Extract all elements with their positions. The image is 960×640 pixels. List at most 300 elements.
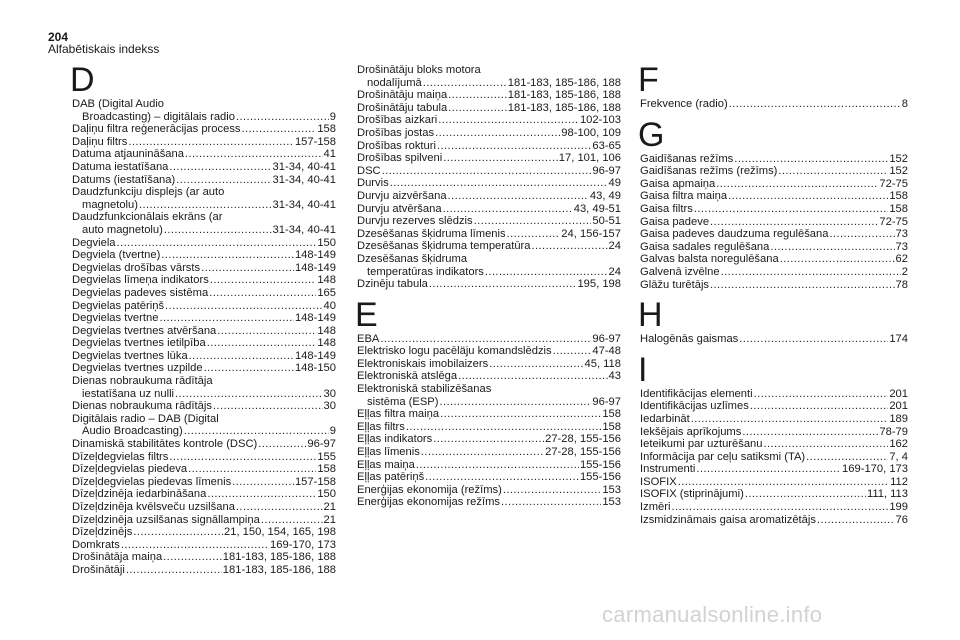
- entry-label: Degvielas drošības vārsts: [72, 261, 201, 274]
- dot-leader: [204, 362, 294, 375]
- index-entry: [72, 287, 336, 300]
- entry-label: Gaisa filtrs: [640, 202, 693, 215]
- index-entry: [357, 165, 621, 178]
- index-section: [638, 350, 908, 527]
- index-entry: [72, 476, 336, 489]
- entry-pages: 27-28, 155-156: [545, 433, 621, 446]
- entry-label: Dīzeļdzinējs: [72, 526, 133, 539]
- entry-label: Dzesēšanas šķidruma: [357, 252, 468, 265]
- dot-leader: [485, 266, 608, 279]
- entry-label: Galvas balsta noregulēšana: [640, 253, 779, 266]
- index-entry: [72, 463, 336, 476]
- index-entry: [72, 375, 336, 388]
- index-entry: [357, 215, 621, 228]
- entry-label: Dīzeļdzinēja uzsilšanas signāllampiņa: [72, 513, 260, 526]
- entry-pages: 111, 113: [866, 488, 908, 501]
- entry-pages: 181-183, 185-186, 188: [507, 89, 621, 102]
- entry-label: Gaidīšanas režīms: [640, 152, 734, 165]
- entry-label: iestatīšana uz nulli: [82, 387, 175, 400]
- entry-label: Daudzfunkciju displejs (ar auto: [72, 186, 225, 199]
- entry-label: Elektroniskā stabilizēšanas: [357, 383, 492, 396]
- dot-leader: [421, 446, 544, 459]
- entry-label: Dīzeļdzinēja iedarbināšana: [72, 488, 207, 501]
- dot-leader: [161, 249, 294, 262]
- index-entry: [357, 114, 621, 127]
- index-section: [70, 61, 336, 577]
- dot-leader: [458, 370, 607, 383]
- index-entry: [357, 383, 621, 396]
- entry-pages: 24: [608, 265, 621, 278]
- dot-leader: [184, 425, 329, 438]
- section-letter: H: [638, 296, 663, 335]
- dot-leader: [423, 77, 507, 90]
- index-entry: [72, 211, 336, 224]
- dot-leader: [739, 333, 888, 346]
- entry-label: Eļļas indikators: [357, 433, 433, 446]
- dot-leader: [232, 476, 294, 489]
- entry-pages: 31-34, 40-41: [272, 173, 336, 186]
- section-gap: [640, 291, 908, 299]
- entry-label: Eļļas patēriņš: [357, 471, 425, 484]
- entry-pages: 30: [323, 387, 336, 400]
- entry-label: Durvju aizvēršana: [357, 189, 447, 202]
- dot-leader: [429, 278, 577, 291]
- entry-label: Datuma atjaunināšana: [72, 148, 184, 161]
- entry-label: Drošinātāja maiņa: [72, 551, 163, 564]
- dot-leader: [696, 463, 841, 476]
- index-entry: [72, 312, 336, 325]
- entry-pages: 181-183, 185-186, 188: [507, 76, 621, 89]
- dot-leader: [806, 451, 888, 464]
- index-section: [357, 64, 621, 291]
- entry-label: Degvielas patēriņš: [72, 299, 165, 312]
- index-entry: [72, 539, 336, 552]
- entry-label: Izmēri: [640, 501, 671, 514]
- index-column-2: [357, 64, 621, 509]
- entry-label: Broadcasting) – digitālais radio: [82, 110, 235, 123]
- index-entry: [357, 370, 621, 383]
- entry-label: Dīzeļdegvielas filtrs: [72, 450, 169, 463]
- dot-leader: [443, 152, 558, 165]
- dot-leader: [188, 463, 316, 476]
- entry-pages: 96-97: [592, 332, 621, 345]
- entry-label: Gaisa apmaiņa: [640, 177, 716, 190]
- entry-label: Degviela (tvertne): [72, 249, 161, 262]
- entry-pages: 152: [889, 152, 908, 165]
- entry-pages: 73: [895, 228, 908, 241]
- entry-label: Drošinātāju bloks motora: [357, 64, 481, 76]
- dot-leader: [729, 98, 901, 111]
- index-entry: [357, 358, 621, 371]
- index-entry: [640, 488, 908, 501]
- entry-label: Dzesēšanas šķidruma temperatūra: [357, 240, 531, 253]
- dot-leader: [261, 514, 323, 527]
- entry-label: Daļiņu filtrs: [72, 135, 128, 148]
- section-gap: [640, 346, 908, 354]
- index-entry: [72, 98, 336, 111]
- entry-pages: 152: [889, 165, 908, 178]
- index-section: [638, 296, 908, 346]
- dot-leader: [236, 501, 323, 514]
- index-entry-list: [640, 388, 908, 527]
- index-entry: [72, 325, 336, 338]
- entry-label: Audio Broadcasting): [82, 425, 183, 438]
- entry-label: Gaisa filtra maiņa: [640, 190, 728, 203]
- index-section: [355, 295, 621, 509]
- entry-label: auto magnetolu): [82, 223, 163, 236]
- entry-pages: 155: [317, 450, 336, 463]
- index-entry: [72, 174, 336, 187]
- entry-pages: 62: [895, 253, 908, 266]
- index-entry: [640, 98, 908, 111]
- dot-leader: [440, 396, 592, 409]
- entry-label: Daudzfunkcionālais ekrāns (ar: [72, 211, 223, 224]
- dot-leader: [176, 174, 271, 187]
- index-entry: [640, 514, 908, 527]
- entry-pages: 181-183, 185-186, 188: [222, 551, 336, 564]
- index-entry: [357, 333, 621, 346]
- index-entry: [357, 396, 621, 409]
- entry-pages: 45, 118: [584, 357, 621, 370]
- entry-pages: 148: [317, 337, 336, 350]
- index-entry: [357, 77, 621, 90]
- dot-leader: [185, 148, 323, 161]
- entry-pages: 148-149: [294, 261, 336, 274]
- entry-pages: 7, 4: [889, 450, 908, 463]
- index-entry: [72, 350, 336, 363]
- entry-label: Elektroniskā atslēga: [357, 370, 458, 383]
- index-entry: [72, 199, 336, 212]
- section-letter: F: [638, 61, 659, 99]
- index-entry: [72, 564, 336, 577]
- entry-pages: 158: [602, 408, 621, 421]
- entry-label: Drošinātāju maiņa: [357, 89, 448, 102]
- entry-label: Identifikācijas uzlīmes: [640, 400, 749, 413]
- dot-leader: [780, 253, 895, 266]
- entry-pages: 2: [901, 265, 908, 278]
- entry-pages: 158: [317, 463, 336, 476]
- index-entry: [357, 266, 621, 279]
- entry-pages: 21, 150, 154, 165, 198: [224, 526, 336, 539]
- entry-pages: 165: [317, 286, 336, 299]
- entry-pages: 162: [889, 438, 908, 451]
- entry-pages: 148-149: [294, 349, 336, 362]
- index-entry: [357, 446, 621, 459]
- index-entry-list: [72, 98, 336, 577]
- entry-pages: 76: [895, 513, 908, 526]
- index-entry-list: [640, 153, 908, 292]
- entry-pages: 157-158: [294, 135, 336, 148]
- index-entry: [72, 337, 336, 350]
- dot-leader: [169, 161, 271, 174]
- index-entry: [357, 240, 621, 253]
- entry-pages: 31-34, 40-41: [272, 223, 336, 236]
- entry-label: Daļiņu filtra reģenerācijas process: [72, 123, 241, 136]
- entry-label: Eļļas filtrs: [357, 420, 405, 433]
- index-entry: [640, 426, 908, 439]
- index-entry: [640, 333, 908, 346]
- dot-leader: [128, 136, 294, 149]
- entry-label: Instrumenti: [640, 463, 696, 476]
- entry-pages: 47-48: [592, 345, 621, 358]
- dot-leader: [764, 438, 889, 451]
- entry-label: Dzesēšanas šķidruma līmenis: [357, 227, 506, 240]
- dot-leader: [126, 564, 222, 577]
- dot-leader: [716, 178, 878, 191]
- entry-pages: 155-156: [579, 471, 621, 484]
- index-entry: [72, 400, 336, 413]
- entry-label: Elektroniskais imobilaizers: [357, 357, 489, 370]
- entry-pages: 150: [317, 488, 336, 501]
- index-entry: [357, 253, 621, 266]
- dot-leader: [817, 514, 895, 527]
- section-letter: E: [355, 295, 378, 334]
- dot-leader: [382, 165, 592, 178]
- entry-label: Degvielas tvertnes atvēršana: [72, 324, 217, 337]
- index-entry: [357, 484, 621, 497]
- entry-label: Durvju rezerves slēdzis: [357, 215, 473, 228]
- index-entry: [72, 274, 336, 287]
- index-entry: [72, 123, 336, 136]
- entry-pages: 148-149: [294, 312, 336, 325]
- entry-pages: 21: [323, 501, 336, 513]
- entry-label: Iedarbināt: [640, 412, 690, 425]
- dot-leader: [694, 203, 888, 216]
- entry-label: DSC: [357, 164, 381, 177]
- entry-pages: 63-65: [592, 139, 621, 152]
- dot-leader: [169, 451, 316, 464]
- index-entry: [640, 438, 908, 451]
- section-gap: [640, 111, 908, 119]
- entry-label: temperatūras indikators: [367, 265, 484, 278]
- index-entry: [640, 279, 908, 292]
- dot-leader: [164, 224, 272, 237]
- dot-leader: [380, 333, 591, 346]
- dot-leader: [448, 89, 507, 102]
- entry-label: Eļļas maiņa: [357, 458, 415, 471]
- entry-pages: 27-28, 155-156: [545, 446, 621, 459]
- entry-label: Eļļas filtra maiņa: [357, 408, 440, 421]
- entry-label: Elektrisko logu pacēläju komandslēdzis: [357, 345, 552, 358]
- entry-label: Durvju atvēršana: [357, 202, 442, 215]
- index-entry: [640, 266, 908, 279]
- index-entry: [357, 496, 621, 509]
- dot-leader: [531, 240, 607, 253]
- entry-pages: 181-183, 185-186, 188: [507, 101, 621, 114]
- entry-label: ISOFIX: [640, 475, 677, 488]
- dot-leader: [242, 123, 317, 136]
- index-entry: [640, 228, 908, 241]
- index-entry: [640, 165, 908, 178]
- index-entry: [72, 111, 336, 124]
- index-entry: [72, 388, 336, 401]
- entry-pages: 24, 156-157: [561, 227, 621, 240]
- index-entry: [72, 526, 336, 539]
- index-entry: [72, 413, 336, 426]
- dot-leader: [710, 279, 895, 292]
- entry-label: magnetolu): [82, 198, 138, 211]
- index-entry: [640, 501, 908, 514]
- index-section: [638, 61, 908, 111]
- entry-pages: 181-183, 185-186, 188: [222, 563, 336, 576]
- entry-pages: 201: [889, 400, 908, 413]
- entry-label: Identifikācijas elementi: [640, 387, 753, 400]
- dot-leader: [503, 484, 601, 497]
- entry-label: Degvielas padeves sistēma: [72, 286, 209, 299]
- index-entry: [640, 400, 908, 413]
- watermark-text: carmanualsonline.info: [602, 602, 823, 627]
- dot-leader: [778, 165, 888, 178]
- entry-label: Enerģijas ekonomija (režīms): [357, 483, 502, 496]
- dot-leader: [209, 287, 316, 300]
- entry-pages: 43: [608, 370, 621, 383]
- index-entry: [640, 388, 908, 401]
- entry-label: Ieteikumi par uzturēšanu: [640, 438, 763, 451]
- index-entry: [357, 471, 621, 484]
- index-entry: [72, 161, 336, 174]
- entry-pages: 17, 101, 106: [558, 152, 621, 165]
- dot-leader: [406, 421, 601, 434]
- entry-label: Drošības aizkari: [357, 114, 438, 127]
- index-entry-list: [357, 64, 621, 291]
- index-entry: [357, 278, 621, 291]
- entry-pages: 195, 198: [577, 278, 621, 291]
- dot-leader: [139, 199, 272, 212]
- index-entry: [72, 237, 336, 250]
- index-entry: [357, 190, 621, 203]
- dot-leader: [433, 433, 544, 446]
- index-entry: [640, 178, 908, 191]
- index-entry: [357, 459, 621, 472]
- entry-label: Galvenā izvēlne: [640, 265, 720, 278]
- entry-pages: 21: [323, 513, 336, 526]
- dot-leader: [163, 551, 222, 564]
- index-entry: [357, 345, 621, 358]
- index-entry: [72, 148, 336, 161]
- entry-pages: 150: [317, 236, 336, 249]
- index-entry: [640, 153, 908, 166]
- index-entry: [640, 476, 908, 489]
- dot-leader: [750, 400, 889, 413]
- index-entry-list: [640, 98, 908, 111]
- entry-pages: 158: [317, 123, 336, 136]
- entry-pages: 41: [323, 148, 336, 161]
- dot-leader: [507, 228, 561, 241]
- entry-label: Iekšējais aprīkojums: [640, 425, 742, 438]
- dot-leader: [829, 228, 894, 241]
- section-gap: [357, 291, 621, 299]
- index-entry: [357, 177, 621, 190]
- entry-pages: 158: [889, 202, 908, 215]
- dot-leader: [710, 216, 878, 229]
- dot-leader: [217, 325, 316, 338]
- index-entry: [72, 438, 336, 451]
- dot-leader: [671, 501, 888, 514]
- entry-pages: 148-150: [294, 362, 336, 375]
- index-entry: [357, 203, 621, 216]
- entry-label: Datuma iestatīšana: [72, 160, 169, 173]
- dot-leader: [207, 488, 316, 501]
- dot-leader: [165, 300, 323, 313]
- entry-pages: 43, 49: [589, 189, 621, 202]
- entry-label: Drošības jostas: [357, 126, 435, 139]
- entry-pages: 112: [890, 475, 908, 488]
- entry-pages: 73: [895, 240, 908, 253]
- entry-pages: 24: [608, 240, 621, 253]
- entry-pages: 155-156: [579, 458, 621, 471]
- index-entry: [640, 463, 908, 476]
- entry-label: Frekvence (radio): [640, 98, 728, 110]
- dot-leader: [210, 274, 317, 287]
- dot-leader: [159, 312, 294, 325]
- entry-label: nodalījumā: [367, 76, 422, 89]
- index-entry-list: [357, 333, 621, 509]
- index-entry: [357, 140, 621, 153]
- entry-pages: 148-149: [294, 249, 336, 262]
- entry-label: Gaidīšanas režīms (režīms): [640, 165, 778, 178]
- index-entry: [72, 362, 336, 375]
- entry-pages: 153: [602, 483, 621, 496]
- index-entry: [640, 203, 908, 216]
- entry-pages: 148: [317, 274, 336, 287]
- index-entry: [72, 300, 336, 313]
- index-entry: [72, 136, 336, 149]
- index-entry: [72, 451, 336, 464]
- entry-label: Degvielas līmeņa indikators: [72, 274, 209, 287]
- entry-pages: 148: [317, 324, 336, 337]
- entry-pages: 199: [889, 501, 908, 514]
- entry-pages: 169-170, 173: [842, 463, 908, 476]
- entry-pages: 8: [901, 98, 908, 110]
- entry-pages: 157-158: [294, 475, 336, 488]
- dot-leader: [207, 337, 317, 350]
- entry-label: Drošinātāju tabula: [357, 101, 448, 114]
- index-entry-list: [640, 333, 908, 346]
- index-entry: [357, 152, 621, 165]
- entry-label: Gaisa sadales regulēšana: [640, 240, 770, 253]
- index-entry: [640, 253, 908, 266]
- entry-label: Drošinātāji: [72, 563, 125, 576]
- entry-label: Degvielas tvertne: [72, 312, 159, 325]
- index-entry: [357, 228, 621, 241]
- entry-pages: 102-103: [579, 114, 621, 127]
- entry-pages: 40: [323, 299, 336, 312]
- entry-label: Gaisa padeves daudzuma regulēšana: [640, 228, 829, 241]
- index-entry: [357, 64, 621, 77]
- index-entry: [72, 262, 336, 275]
- entry-pages: 169-170, 173: [270, 538, 336, 551]
- dot-leader: [438, 114, 579, 127]
- index-entry: [357, 421, 621, 434]
- dot-leader: [770, 241, 894, 254]
- entry-label: Dienas nobraukuma rādītājs: [72, 400, 212, 413]
- dot-leader: [189, 350, 294, 363]
- entry-pages: 78: [895, 278, 908, 291]
- entry-pages: 78-79: [879, 425, 908, 438]
- entry-pages: 189: [889, 412, 908, 425]
- index-entry: [72, 514, 336, 527]
- dot-leader: [201, 262, 294, 275]
- entry-label: Drošības spilveni: [357, 152, 443, 165]
- dot-leader: [691, 413, 889, 426]
- entry-label: Durvis: [357, 177, 389, 190]
- entry-pages: 158: [889, 190, 908, 203]
- index-entry: [357, 102, 621, 115]
- entry-label: DAB (Digital Audio: [72, 98, 165, 110]
- entry-pages: 50-51: [592, 215, 621, 228]
- entry-label: Enerģijas ekonomijas režīms: [357, 496, 501, 509]
- entry-label: Izsmidzināmais gaisa aromatizētājs: [640, 513, 816, 526]
